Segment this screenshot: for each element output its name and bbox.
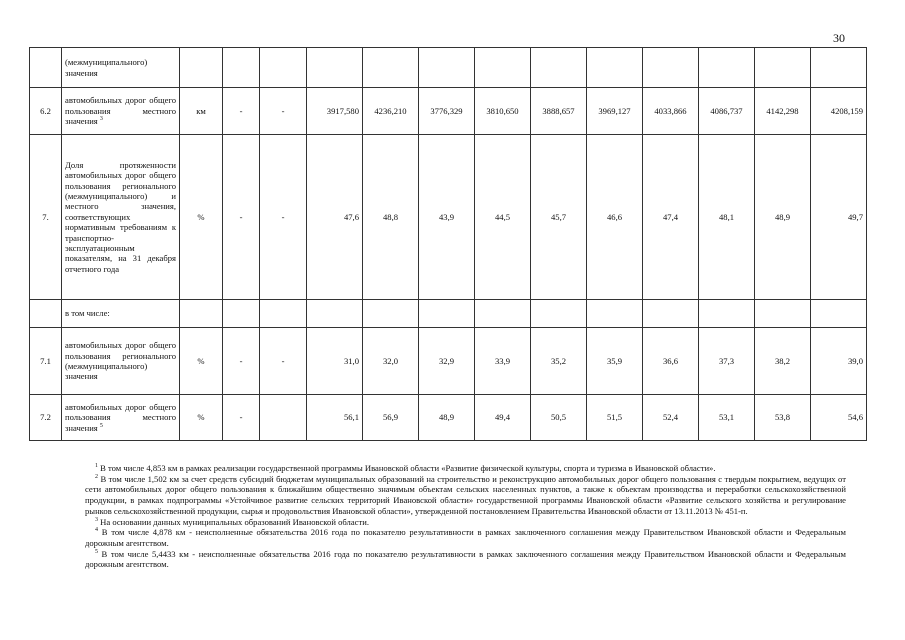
value-cell — [755, 300, 811, 328]
table-row — [30, 300, 867, 328]
value-cell: 36,6 — [643, 328, 699, 395]
row-description — [62, 300, 180, 328]
row-c1: - — [223, 88, 260, 135]
footnotes — [85, 463, 846, 570]
value-cell — [475, 48, 531, 88]
value-cell: 3776,329 — [419, 88, 475, 135]
value-cell: 53,1 — [699, 395, 755, 441]
value-cell: 53,8 — [755, 395, 811, 441]
value-cell — [643, 300, 699, 328]
value-cell: 4236,210 — [363, 88, 419, 135]
value-cell: 48,9 — [755, 135, 811, 300]
value-cell — [811, 300, 867, 328]
footnote-mark: 3 — [95, 516, 98, 523]
row-c2 — [260, 395, 307, 441]
value-cell: 4208,159 — [811, 88, 867, 135]
footnote-ref: 3 — [99, 116, 103, 123]
value-cell: 45,7 — [531, 135, 587, 300]
value-cell: 50,5 — [531, 395, 587, 441]
row-unit: % — [180, 328, 223, 395]
footnote-mark: 1 — [95, 463, 98, 470]
footnote — [85, 463, 846, 474]
page-number: 30 — [833, 31, 845, 45]
footnote-mark: 4 — [95, 527, 98, 534]
value-cell — [643, 48, 699, 88]
value-cell: 33,9 — [475, 328, 531, 395]
value-cell: 54,6 — [811, 395, 867, 441]
value-cell: 44,5 — [475, 135, 531, 300]
value-cell — [811, 48, 867, 88]
footnote-text: В том числе 5,4433 км - неисполненные обязательства 2016 года по показателю результативности в рамках заключенного соглашения между Правительством Ивановской области и Федеральным дорожным агентством. — [85, 548, 846, 570]
table-row — [30, 395, 867, 441]
row-c2 — [260, 300, 307, 328]
value-cell: 32,9 — [419, 328, 475, 395]
row-description-text: Доля протяженности автомобильных дорог общего пользования регионального (межмуниципального) и местного значения, соответствующих нормативным требованиям к транспортно-эксплуатационным показателям, на 31 декабря отчетного года — [65, 159, 176, 274]
value-cell — [307, 48, 363, 88]
value-cell — [307, 300, 363, 328]
value-cell — [419, 300, 475, 328]
footnote-ref: 5 — [99, 422, 103, 429]
value-cell — [755, 48, 811, 88]
row-unit: % — [180, 395, 223, 441]
value-cell: 35,2 — [531, 328, 587, 395]
row-c2: - — [260, 328, 307, 395]
row-description — [62, 88, 180, 135]
row-number — [30, 48, 62, 88]
table-row — [30, 88, 867, 135]
row-description-text: автомобильных дорог общего пользования местного значения — [65, 95, 176, 127]
value-cell: 4142,298 — [755, 88, 811, 135]
row-number — [30, 300, 62, 328]
value-cell: 4033,866 — [643, 88, 699, 135]
footnote — [85, 474, 846, 517]
footnote-text: На основании данных муниципальных образований Ивановской области. — [100, 516, 369, 527]
row-c1 — [223, 300, 260, 328]
value-cell: 47,4 — [643, 135, 699, 300]
footnote-text: В том числе 4,878 км - неисполненные обязательства 2016 года по показателю результативности в рамках заключенного соглашения между Правительством Ивановской области и Федеральным дорожным агентством. — [85, 527, 846, 548]
footnote-mark: 2 — [95, 473, 98, 480]
row-c1: - — [223, 328, 260, 395]
value-cell: 3917,580 — [307, 88, 363, 135]
value-cell: 52,4 — [643, 395, 699, 441]
row-c1 — [223, 48, 260, 88]
row-c2: - — [260, 135, 307, 300]
value-cell: 46,6 — [587, 135, 643, 300]
value-cell: 49,7 — [811, 135, 867, 300]
value-cell — [419, 48, 475, 88]
footnote-text: В том числе 4,853 км в рамках реализации государственной программы Ивановской области «Развитие физической культуры, спорта и туризма в Ивановской области». — [100, 463, 716, 473]
value-cell: 39,0 — [811, 328, 867, 395]
value-cell — [531, 48, 587, 88]
row-description — [62, 328, 180, 395]
row-c2 — [260, 48, 307, 88]
value-cell: 35,9 — [587, 328, 643, 395]
value-cell — [363, 300, 419, 328]
row-unit — [180, 300, 223, 328]
row-unit: % — [180, 135, 223, 300]
row-description — [62, 48, 180, 88]
row-description-text: в том числе: — [65, 308, 110, 319]
row-c2: - — [260, 88, 307, 135]
row-description — [62, 395, 180, 441]
value-cell — [363, 48, 419, 88]
table-row — [30, 135, 867, 300]
row-number: 7.2 — [30, 395, 62, 441]
row-description-text: автомобильных дорог общего пользования местного значения — [65, 401, 176, 433]
value-cell — [587, 300, 643, 328]
row-unit — [180, 48, 223, 88]
value-cell: 56,9 — [363, 395, 419, 441]
value-cell: 4086,737 — [699, 88, 755, 135]
value-cell: 3888,657 — [531, 88, 587, 135]
footnote — [85, 527, 846, 548]
row-number: 7.1 — [30, 328, 62, 395]
row-unit: км — [180, 88, 223, 135]
indicator-table — [29, 47, 867, 441]
value-cell: 47,6 — [307, 135, 363, 300]
value-cell: 48,1 — [699, 135, 755, 300]
value-cell — [531, 300, 587, 328]
value-cell — [475, 300, 531, 328]
row-description-text: автомобильных дорог общего пользования регионального (межмуниципального) значения — [65, 340, 176, 382]
row-c1: - — [223, 395, 260, 441]
value-cell: 37,3 — [699, 328, 755, 395]
value-cell: 49,4 — [475, 395, 531, 441]
value-cell: 3810,650 — [475, 88, 531, 135]
row-description — [62, 135, 180, 300]
row-description-text: (межмуниципального) значения — [65, 57, 148, 78]
footnote-text: В том числе 1,502 км за счет средств субсидий бюджетам муниципальных образований на строительство и реконструкцию автомобильных дорог общего пользования с твердым покрытием, ведущих от сети автомобильных дорог общего пользования к ближайшим общественно значимым объектам сельских населенных пунктов, а также к объектам производства и переработки сельскохозяйственной продукции, в рамках подпрограммы «Устойчивое развитие сельских территорий Ивановской области» государственной программы Ивановской области «Развитие сельского хозяйства и регулирование рынков сельскохозяйственной продукции, сырья и продовольствия Ивановской области», утвержденной постановлением Правительства Ивановской области от 13.11.2013 № 451-п. — [85, 473, 846, 516]
value-cell: 32,0 — [363, 328, 419, 395]
row-number: 7. — [30, 135, 62, 300]
value-cell: 3969,127 — [587, 88, 643, 135]
row-c1: - — [223, 135, 260, 300]
row-number: 6.2 — [30, 88, 62, 135]
value-cell: 51,5 — [587, 395, 643, 441]
value-cell — [699, 48, 755, 88]
value-cell — [699, 300, 755, 328]
table-row — [30, 328, 867, 395]
footnote — [85, 549, 846, 570]
table-row — [30, 48, 867, 88]
footnote-mark: 5 — [95, 548, 98, 555]
value-cell: 56,1 — [307, 395, 363, 441]
value-cell: 31,0 — [307, 328, 363, 395]
value-cell — [587, 48, 643, 88]
value-cell: 48,9 — [419, 395, 475, 441]
value-cell: 38,2 — [755, 328, 811, 395]
value-cell: 43,9 — [419, 135, 475, 300]
value-cell: 48,8 — [363, 135, 419, 300]
footnote — [85, 517, 846, 528]
